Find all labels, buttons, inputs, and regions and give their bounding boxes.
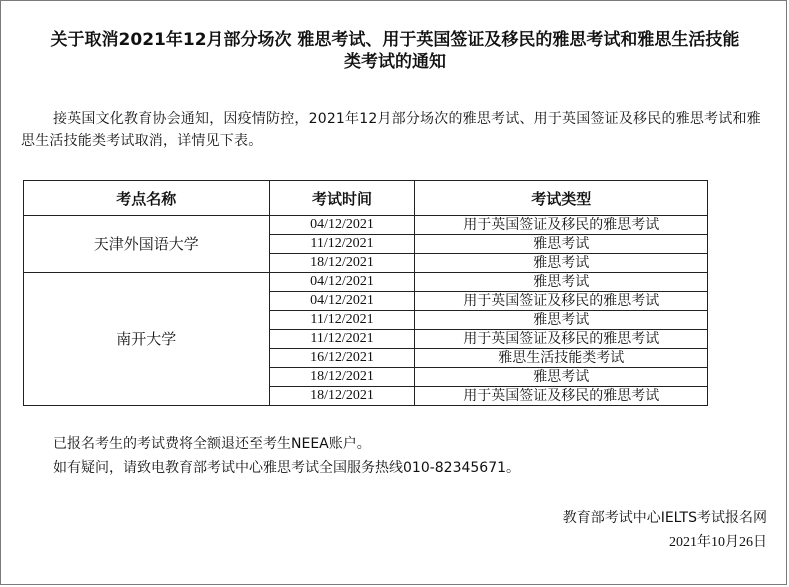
date-cell: 04/12/2021: [269, 273, 415, 292]
type-cell: 雅思考试: [415, 254, 708, 273]
venue-cell: 天津外国语大学: [24, 216, 270, 273]
notice-title: [21, 29, 769, 73]
type-cell: 用于英国签证及移民的雅思考试: [415, 292, 708, 311]
type-cell: 雅思考试: [415, 311, 708, 330]
header-venue: 考点名称: [24, 181, 270, 216]
date-cell: 11/12/2021: [269, 235, 415, 254]
signature-date: 2021年10月26日: [669, 535, 767, 550]
table-row: [24, 273, 708, 292]
type-cell: 用于英国签证及移民的雅思考试: [415, 330, 708, 349]
type-cell: 雅思考试: [415, 235, 708, 254]
type-cell: 雅思生活技能类考试: [415, 349, 708, 368]
type-cell: 雅思考试: [415, 368, 708, 387]
title-line-2: 类考试的通知: [344, 52, 446, 72]
date-cell: 18/12/2021: [269, 387, 415, 406]
header-date: 考试时间: [269, 181, 415, 216]
table-row: [24, 216, 708, 235]
hotline-note: 如有疑问，请致电教育部考试中心雅思考试全国服务热线010-82345671。: [53, 460, 521, 476]
table-header-row: [24, 181, 708, 216]
title-line-1: 关于取消2021年12月部分场次 雅思考试、用于英国签证及移民的雅思考试和雅思生活技能: [50, 30, 740, 50]
date-cell: 18/12/2021: [269, 368, 415, 387]
venue-cell: 南开大学: [24, 273, 270, 406]
date-cell: 11/12/2021: [269, 330, 415, 349]
type-cell: 用于英国签证及移民的雅思考试: [415, 387, 708, 406]
date-cell: 18/12/2021: [269, 254, 415, 273]
signature-org: 教育部考试中心IELTS考试报名网: [562, 510, 767, 526]
header-type: 考试类型: [415, 181, 708, 216]
intro-paragraph: 接英国文化教育协会通知，因疫情防控，2021年12月部分场次的雅思考试、用于英国签证及移民的雅思考试和雅思生活技能类考试取消，详情见下表。: [21, 111, 761, 149]
type-cell: 雅思考试: [415, 273, 708, 292]
date-cell: 16/12/2021: [269, 349, 415, 368]
date-cell: 11/12/2021: [269, 311, 415, 330]
type-cell: 用于英国签证及移民的雅思考试: [415, 216, 708, 235]
refund-note: 已报名考生的考试费将全额退还至考生NEEA账户。: [53, 436, 371, 452]
cancellation-table: [23, 180, 708, 406]
date-cell: 04/12/2021: [269, 216, 415, 235]
date-cell: 04/12/2021: [269, 292, 415, 311]
